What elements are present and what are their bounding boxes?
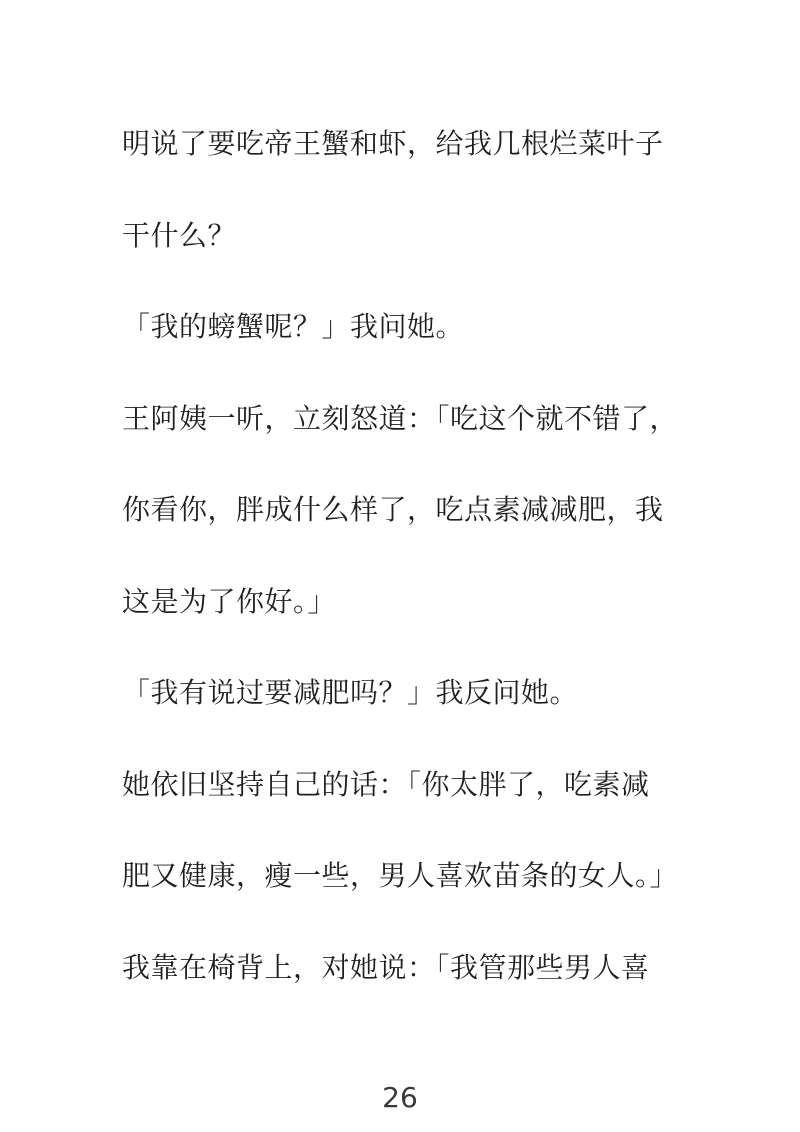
text-line: 明说了要吃帝王蟹和虾，给我几根烂菜叶子 [122, 127, 664, 160]
text-line: 「我有说过要减肥吗？」我反问她。 [122, 676, 579, 709]
text-line: 「我的螃蟹呢？」我问她。 [122, 310, 465, 343]
text-line: 这是为了你好。」 [122, 584, 337, 618]
text-line: 干什么？ [122, 218, 237, 252]
text-line: 她依旧坚持自己的话：「你太胖了，吃素减 [122, 767, 650, 801]
story-text [122, 118, 692, 1033]
page-number: 26 [382, 1081, 418, 1114]
text-line: 我靠在椅背上，对她说：「我管那些男人喜 [122, 950, 650, 984]
text-line: 肥又健康，瘦一些，男人喜欢苗条的女人。」 [122, 859, 679, 892]
text-line: 王阿姨一听，立刻怒道：「吃这个就不错了， [122, 401, 679, 435]
text-line: 你看你，胖成什么样了，吃点素减减肥，我 [122, 493, 664, 526]
